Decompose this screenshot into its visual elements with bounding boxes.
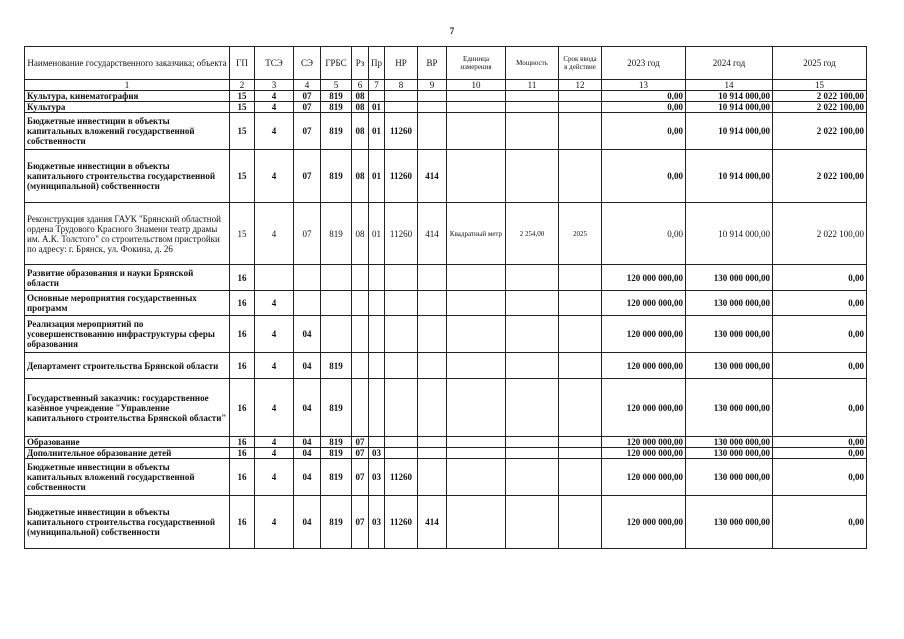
cell-power xyxy=(506,379,559,437)
cell-nr xyxy=(385,316,418,353)
column-number: 7 xyxy=(369,80,385,91)
cell-power xyxy=(506,150,559,203)
cell-gp: 15 xyxy=(230,113,255,150)
cell-term: 2025 xyxy=(559,203,602,265)
cell-y2025: 0,00 xyxy=(773,496,867,549)
cell-term xyxy=(559,316,602,353)
cell-se: 07 xyxy=(294,203,321,265)
cell-y2023: 120 000 000,00 xyxy=(602,496,686,549)
column-number: 12 xyxy=(559,80,602,91)
cell-tse: 4 xyxy=(255,437,294,448)
cell-unit xyxy=(447,437,506,448)
cell-gp: 15 xyxy=(230,102,255,113)
cell-grbs: 819 xyxy=(321,102,352,113)
cell-se xyxy=(294,291,321,316)
column-number: 6 xyxy=(352,80,369,91)
cell-y2025: 0,00 xyxy=(773,448,867,459)
column-header: НР xyxy=(385,47,418,80)
column-header: Наименование государственного заказчика; объекта xyxy=(25,47,230,80)
cell-grbs: 819 xyxy=(321,91,352,102)
cell-vr xyxy=(418,102,447,113)
header-row xyxy=(25,47,867,80)
cell-power xyxy=(506,353,559,379)
cell-grbs: 819 xyxy=(321,113,352,150)
cell-gp: 15 xyxy=(230,150,255,203)
cell-y2024: 130 000 000,00 xyxy=(686,353,773,379)
cell-se: 07 xyxy=(294,113,321,150)
cell-y2024: 130 000 000,00 xyxy=(686,459,773,496)
cell-term xyxy=(559,437,602,448)
table-body xyxy=(25,91,867,549)
column-number: 9 xyxy=(418,80,447,91)
cell-vr: 414 xyxy=(418,203,447,265)
cell-power xyxy=(506,102,559,113)
table-row xyxy=(25,102,867,113)
cell-y2023: 0,00 xyxy=(602,102,686,113)
cell-se: 04 xyxy=(294,353,321,379)
table-row xyxy=(25,150,867,203)
cell-term xyxy=(559,459,602,496)
column-number: 14 xyxy=(686,80,773,91)
cell-vr xyxy=(418,113,447,150)
cell-unit xyxy=(447,102,506,113)
cell-y2024: 10 914 000,00 xyxy=(686,91,773,102)
cell-y2023: 120 000 000,00 xyxy=(602,437,686,448)
cell-pr xyxy=(369,291,385,316)
cell-rz xyxy=(352,316,369,353)
cell-tse: 4 xyxy=(255,291,294,316)
cell-rz: 07 xyxy=(352,459,369,496)
cell-unit: Квадратный метр xyxy=(447,203,506,265)
cell-rz: 08 xyxy=(352,113,369,150)
cell-y2023: 120 000 000,00 xyxy=(602,265,686,291)
cell-term xyxy=(559,265,602,291)
table-row xyxy=(25,459,867,496)
cell-tse: 4 xyxy=(255,353,294,379)
cell-term xyxy=(559,150,602,203)
column-header: СЭ xyxy=(294,47,321,80)
cell-gp: 16 xyxy=(230,448,255,459)
column-number: 8 xyxy=(385,80,418,91)
table-row xyxy=(25,496,867,549)
cell-y2025: 0,00 xyxy=(773,353,867,379)
cell-term xyxy=(559,91,602,102)
column-header: Срок ввода в действие xyxy=(559,47,602,80)
cell-name: Бюджетные инвестиции в объекты капитальных вложений государственной собственности xyxy=(25,459,230,496)
cell-power xyxy=(506,291,559,316)
cell-grbs xyxy=(321,265,352,291)
cell-tse: 4 xyxy=(255,203,294,265)
cell-nr xyxy=(385,102,418,113)
column-header: Пр xyxy=(369,47,385,80)
column-header: Мощность xyxy=(506,47,559,80)
cell-rz xyxy=(352,379,369,437)
cell-gp: 15 xyxy=(230,91,255,102)
cell-term xyxy=(559,496,602,549)
column-number: 2 xyxy=(230,80,255,91)
table-row xyxy=(25,379,867,437)
table-row xyxy=(25,353,867,379)
cell-y2025: 2 022 100,00 xyxy=(773,150,867,203)
cell-se: 04 xyxy=(294,448,321,459)
column-number: 11 xyxy=(506,80,559,91)
cell-pr xyxy=(369,265,385,291)
cell-pr xyxy=(369,353,385,379)
cell-power xyxy=(506,316,559,353)
cell-y2024: 130 000 000,00 xyxy=(686,448,773,459)
cell-y2025: 2 022 100,00 xyxy=(773,91,867,102)
column-header: 2023 год xyxy=(602,47,686,80)
cell-name: Дополнительное образование детей xyxy=(25,448,230,459)
cell-rz: 08 xyxy=(352,203,369,265)
cell-gp: 16 xyxy=(230,316,255,353)
cell-vr xyxy=(418,448,447,459)
table-row xyxy=(25,316,867,353)
cell-pr: 01 xyxy=(369,203,385,265)
cell-grbs: 819 xyxy=(321,496,352,549)
cell-rz: 07 xyxy=(352,496,369,549)
column-number: 15 xyxy=(773,80,867,91)
cell-y2025: 0,00 xyxy=(773,379,867,437)
cell-y2024: 130 000 000,00 xyxy=(686,496,773,549)
cell-rz: 08 xyxy=(352,91,369,102)
cell-rz: 07 xyxy=(352,448,369,459)
table-row xyxy=(25,437,867,448)
cell-y2025: 2 022 100,00 xyxy=(773,102,867,113)
cell-y2023: 0,00 xyxy=(602,91,686,102)
column-header: Рз xyxy=(352,47,369,80)
column-number: 4 xyxy=(294,80,321,91)
cell-gp: 16 xyxy=(230,379,255,437)
cell-name: Департамент строительства Брянской области xyxy=(25,353,230,379)
cell-pr: 03 xyxy=(369,448,385,459)
cell-nr: 11260 xyxy=(385,113,418,150)
cell-tse: 4 xyxy=(255,459,294,496)
cell-rz xyxy=(352,353,369,379)
cell-y2024: 130 000 000,00 xyxy=(686,265,773,291)
cell-tse: 4 xyxy=(255,316,294,353)
cell-power xyxy=(506,448,559,459)
cell-power xyxy=(506,459,559,496)
cell-y2023: 120 000 000,00 xyxy=(602,316,686,353)
cell-unit xyxy=(447,113,506,150)
cell-name: Развитие образования и науки Брянской области xyxy=(25,265,230,291)
cell-nr xyxy=(385,448,418,459)
table-row xyxy=(25,265,867,291)
cell-y2023: 120 000 000,00 xyxy=(602,353,686,379)
cell-unit xyxy=(447,379,506,437)
cell-pr: 03 xyxy=(369,496,385,549)
cell-term xyxy=(559,291,602,316)
cell-power xyxy=(506,91,559,102)
cell-unit xyxy=(447,353,506,379)
cell-grbs: 819 xyxy=(321,353,352,379)
cell-y2025: 0,00 xyxy=(773,291,867,316)
cell-se: 07 xyxy=(294,150,321,203)
column-number-row xyxy=(25,80,867,91)
cell-y2025: 0,00 xyxy=(773,316,867,353)
cell-rz xyxy=(352,265,369,291)
column-header: 2024 год xyxy=(686,47,773,80)
cell-unit xyxy=(447,265,506,291)
cell-nr: 11260 xyxy=(385,496,418,549)
cell-y2024: 10 914 000,00 xyxy=(686,203,773,265)
cell-grbs xyxy=(321,291,352,316)
cell-unit xyxy=(447,291,506,316)
cell-y2025: 0,00 xyxy=(773,265,867,291)
cell-term xyxy=(559,379,602,437)
table-row xyxy=(25,448,867,459)
column-header: ГРБС xyxy=(321,47,352,80)
cell-pr xyxy=(369,437,385,448)
cell-nr xyxy=(385,265,418,291)
cell-y2025: 2 022 100,00 xyxy=(773,203,867,265)
cell-nr xyxy=(385,437,418,448)
cell-y2023: 120 000 000,00 xyxy=(602,459,686,496)
cell-y2024: 130 000 000,00 xyxy=(686,316,773,353)
cell-vr xyxy=(418,291,447,316)
cell-y2025: 0,00 xyxy=(773,437,867,448)
cell-name: Образование xyxy=(25,437,230,448)
cell-nr: 11260 xyxy=(385,203,418,265)
cell-y2023: 0,00 xyxy=(602,203,686,265)
cell-term xyxy=(559,353,602,379)
page-number: 7 xyxy=(449,26,455,36)
cell-name: Бюджетные инвестиции в объекты капитального строительства государственной (муниципальной) собственности xyxy=(25,496,230,549)
table-row xyxy=(25,291,867,316)
cell-name: Бюджетные инвестиции в объекты капитальных вложений государственной собственности xyxy=(25,113,230,150)
column-number: 3 xyxy=(255,80,294,91)
cell-gp: 16 xyxy=(230,496,255,549)
cell-gp: 16 xyxy=(230,265,255,291)
cell-nr: 11260 xyxy=(385,459,418,496)
cell-name: Реконструкция здания ГАУК "Брянский областной ордена Трудового Красного Знамени театр драмы им. А.К. Толстого" со строительством пристройки по адресу: г. Брянск, ул. Фокина, д. 26 xyxy=(25,203,230,265)
cell-pr: 01 xyxy=(369,113,385,150)
cell-power xyxy=(506,437,559,448)
cell-se: 04 xyxy=(294,437,321,448)
cell-nr xyxy=(385,353,418,379)
cell-vr xyxy=(418,459,447,496)
cell-se: 07 xyxy=(294,91,321,102)
cell-term xyxy=(559,448,602,459)
cell-vr xyxy=(418,265,447,291)
cell-name: Реализация мероприятий по усовершенствованию инфраструктуры сферы образования xyxy=(25,316,230,353)
cell-y2023: 0,00 xyxy=(602,150,686,203)
cell-vr xyxy=(418,437,447,448)
cell-tse: 4 xyxy=(255,379,294,437)
cell-gp: 16 xyxy=(230,459,255,496)
cell-y2024: 10 914 000,00 xyxy=(686,102,773,113)
cell-se: 04 xyxy=(294,316,321,353)
cell-tse: 4 xyxy=(255,102,294,113)
cell-unit xyxy=(447,496,506,549)
cell-y2024: 130 000 000,00 xyxy=(686,379,773,437)
cell-pr xyxy=(369,91,385,102)
column-number: 10 xyxy=(447,80,506,91)
cell-se xyxy=(294,265,321,291)
cell-y2023: 120 000 000,00 xyxy=(602,448,686,459)
column-number: 5 xyxy=(321,80,352,91)
cell-name: Бюджетные инвестиции в объекты капитального строительства государственной (муниципальной) собственности xyxy=(25,150,230,203)
cell-vr xyxy=(418,353,447,379)
cell-power xyxy=(506,265,559,291)
cell-rz xyxy=(352,291,369,316)
cell-name: Культура xyxy=(25,102,230,113)
cell-nr: 11260 xyxy=(385,150,418,203)
cell-se: 04 xyxy=(294,459,321,496)
cell-tse: 4 xyxy=(255,91,294,102)
cell-grbs: 819 xyxy=(321,437,352,448)
column-header: ВР xyxy=(418,47,447,80)
cell-tse: 4 xyxy=(255,150,294,203)
cell-unit xyxy=(447,448,506,459)
cell-grbs: 819 xyxy=(321,203,352,265)
cell-rz: 07 xyxy=(352,437,369,448)
cell-gp: 16 xyxy=(230,291,255,316)
column-header: ТСЭ xyxy=(255,47,294,80)
cell-name: Государственный заказчик: государственное казённое учреждение "Управление капитального строительства Брянской области" xyxy=(25,379,230,437)
column-number: 13 xyxy=(602,80,686,91)
table-row xyxy=(25,113,867,150)
column-number: 1 xyxy=(25,80,230,91)
cell-grbs: 819 xyxy=(321,448,352,459)
cell-power: 2 254,00 xyxy=(506,203,559,265)
cell-rz: 08 xyxy=(352,150,369,203)
cell-se: 04 xyxy=(294,379,321,437)
column-header: ГП xyxy=(230,47,255,80)
table-row xyxy=(25,91,867,102)
cell-gp: 16 xyxy=(230,437,255,448)
cell-grbs: 819 xyxy=(321,459,352,496)
cell-unit xyxy=(447,459,506,496)
cell-unit xyxy=(447,91,506,102)
cell-y2023: 120 000 000,00 xyxy=(602,291,686,316)
cell-vr: 414 xyxy=(418,496,447,549)
column-header: Единица измерения xyxy=(447,47,506,80)
cell-unit xyxy=(447,316,506,353)
cell-term xyxy=(559,102,602,113)
cell-vr: 414 xyxy=(418,150,447,203)
cell-y2023: 120 000 000,00 xyxy=(602,379,686,437)
cell-nr xyxy=(385,91,418,102)
cell-power xyxy=(506,113,559,150)
cell-tse: 4 xyxy=(255,113,294,150)
cell-y2023: 0,00 xyxy=(602,113,686,150)
cell-grbs: 819 xyxy=(321,379,352,437)
cell-gp: 15 xyxy=(230,203,255,265)
cell-unit xyxy=(447,150,506,203)
cell-se: 07 xyxy=(294,102,321,113)
cell-pr: 01 xyxy=(369,150,385,203)
table-row xyxy=(25,203,867,265)
cell-power xyxy=(506,496,559,549)
cell-grbs: 819 xyxy=(321,150,352,203)
cell-y2024: 130 000 000,00 xyxy=(686,437,773,448)
cell-tse: 4 xyxy=(255,496,294,549)
cell-term xyxy=(559,113,602,150)
cell-pr xyxy=(369,316,385,353)
cell-y2024: 130 000 000,00 xyxy=(686,291,773,316)
cell-tse xyxy=(255,265,294,291)
cell-nr xyxy=(385,291,418,316)
cell-rz: 08 xyxy=(352,102,369,113)
cell-name: Культура, кинематография xyxy=(25,91,230,102)
cell-vr xyxy=(418,91,447,102)
cell-pr xyxy=(369,379,385,437)
cell-gp: 16 xyxy=(230,353,255,379)
cell-pr: 01 xyxy=(369,102,385,113)
cell-se: 04 xyxy=(294,496,321,549)
cell-y2024: 10 914 000,00 xyxy=(686,150,773,203)
cell-tse: 4 xyxy=(255,448,294,459)
cell-y2025: 2 022 100,00 xyxy=(773,113,867,150)
cell-y2025: 0,00 xyxy=(773,459,867,496)
cell-grbs xyxy=(321,316,352,353)
cell-nr xyxy=(385,379,418,437)
column-header: 2025 год xyxy=(773,47,867,80)
budget-table xyxy=(24,46,867,549)
cell-vr xyxy=(418,379,447,437)
cell-name: Основные мероприятия государственных программ xyxy=(25,291,230,316)
cell-y2024: 10 914 000,00 xyxy=(686,113,773,150)
cell-vr xyxy=(418,316,447,353)
cell-pr: 03 xyxy=(369,459,385,496)
